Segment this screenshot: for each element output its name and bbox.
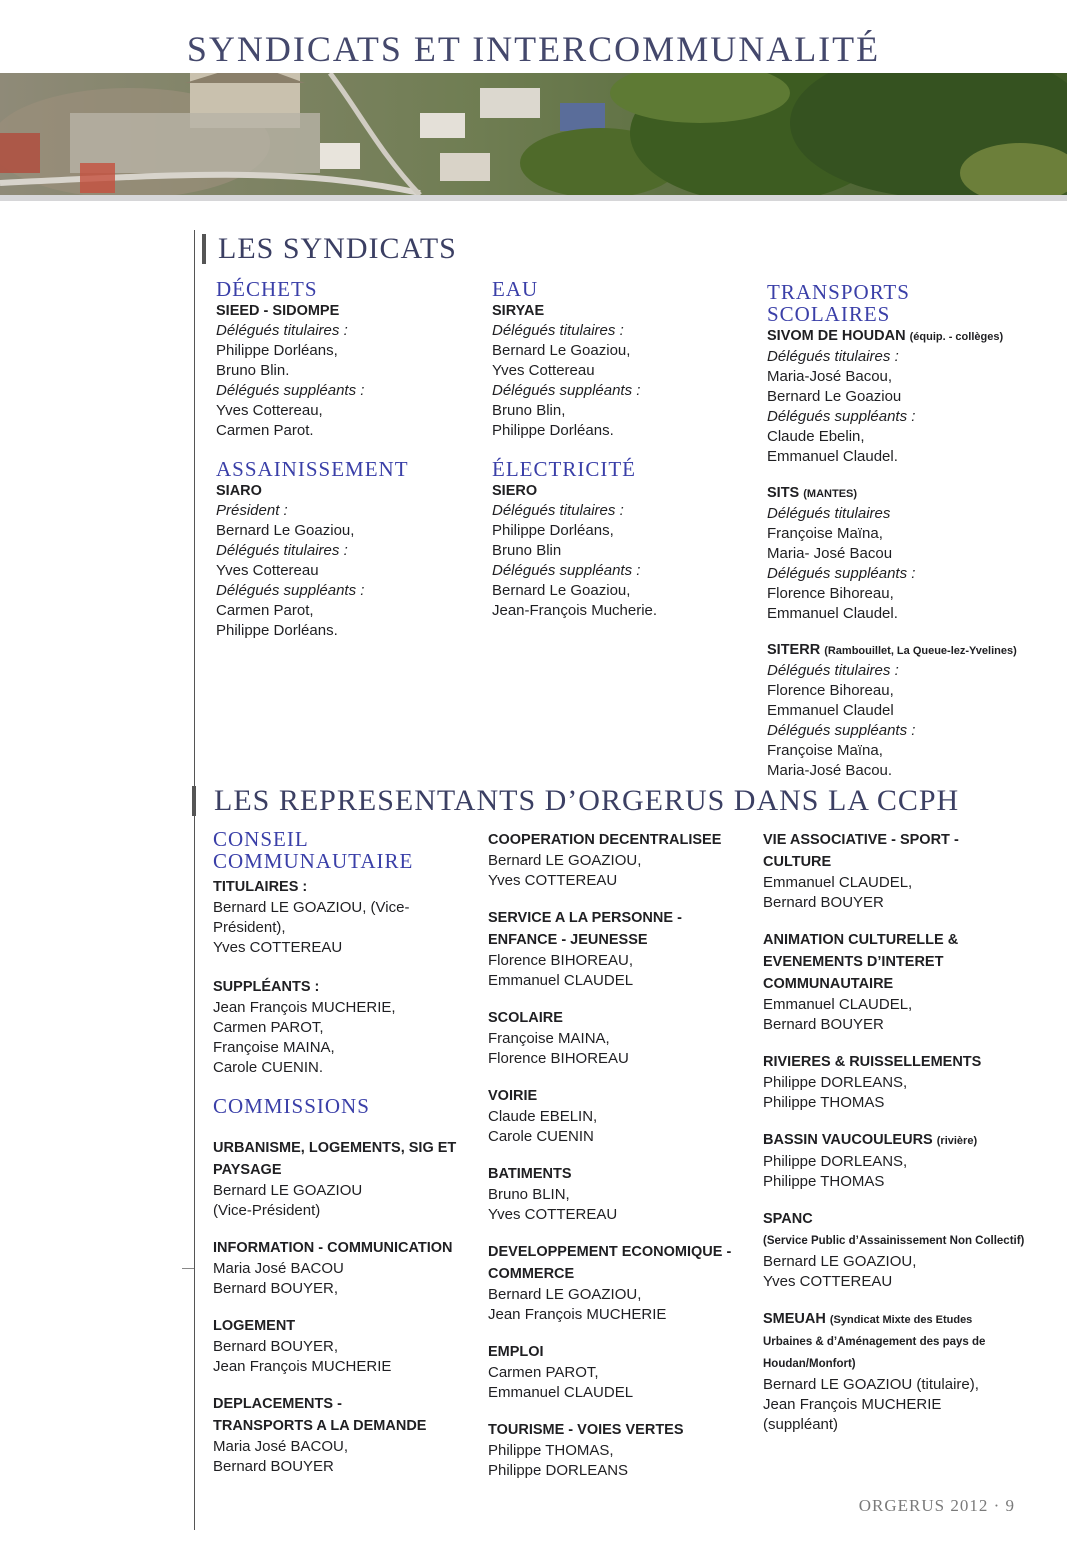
member-name: Bernard LE GOAZIOU,	[488, 852, 642, 869]
commission-title-text: VIE ASSOCIATIVE - SPORT -	[763, 832, 959, 848]
member-name: Jean François MUCHERIE,	[213, 999, 396, 1016]
syndicat-note: (MANTES)	[803, 488, 858, 500]
member-name: Bernard BOUYER,	[213, 1280, 339, 1297]
syndicat-code: SITS	[767, 485, 800, 501]
role-label: Président :	[216, 502, 288, 519]
commission-title	[213, 1415, 468, 1437]
member-name: Jean François MUCHERIE	[488, 1306, 667, 1323]
member-name: Yves COTTEREAU	[763, 1273, 893, 1290]
syndicat-name	[767, 326, 1057, 347]
syndicat-block	[492, 459, 742, 621]
commission-title	[763, 851, 1053, 873]
commission-title	[763, 829, 1053, 851]
member-name: Philippe DORLEANS,	[763, 1074, 908, 1091]
commission-title	[488, 1341, 750, 1363]
commission-note: (rivière)	[936, 1135, 978, 1147]
delegate-name: Philippe Dorléans.	[492, 422, 614, 439]
commission-title-text: COOPERATION DECENTRALISEE	[488, 832, 722, 848]
commission-title-text: COMMUNAUTAIRE	[763, 976, 894, 992]
member-name: Florence BIHOREAU,	[488, 952, 634, 969]
commission-title-text: SPANC	[763, 1211, 813, 1227]
commission-title	[763, 1308, 1053, 1331]
category-line: CONSEIL	[213, 827, 309, 851]
syndicat-name	[767, 483, 1057, 504]
commission-title-text: PAYSAGE	[213, 1162, 282, 1178]
syndicat-code: SIVOM DE HOUDAN	[767, 328, 906, 344]
member-name: Philippe THOMAS	[763, 1094, 885, 1111]
syndicat-note: (équip. - collèges)	[909, 331, 1004, 343]
syndicat-block	[492, 279, 742, 441]
role-label: Délégués suppléants :	[492, 382, 641, 399]
category-heading	[767, 281, 1057, 325]
syndicat-block	[216, 279, 466, 441]
category-line: TRANSPORTS	[767, 280, 910, 304]
commission-title	[488, 1085, 750, 1107]
commission-title	[488, 829, 750, 851]
commission-block	[763, 1129, 1053, 1192]
village-aerial-photo	[0, 73, 1067, 201]
commission-subtitle: Urbaines & d’Aménagement des pays de	[763, 1336, 986, 1348]
commission-block	[213, 1237, 468, 1299]
member-name: Emmanuel CLAUDEL	[488, 1384, 634, 1401]
commissions-heading: COMMISSIONS	[213, 1094, 370, 1118]
syndicat-block	[767, 326, 1057, 467]
syndicats-heading-text: LES SYNDICATS	[218, 232, 457, 265]
member-name: Bernard LE GOAZIOU,	[488, 1286, 642, 1303]
member-name: (Vice-Président)	[213, 1202, 321, 1219]
member-name: Carole CUENIN	[488, 1128, 594, 1145]
delegate-name: Françoise Maïna,	[767, 525, 883, 542]
member-name: Bernard LE GOAZIOU, (Vice-	[213, 899, 410, 916]
syndicats-col-2	[492, 279, 742, 639]
ccph-heading-text: LES REPRESENTANTS D’ORGERUS DANS LA CCPH	[214, 784, 960, 817]
role-label: Délégués titulaires :	[767, 662, 899, 679]
commission-title	[488, 1419, 750, 1441]
commission-title	[488, 1163, 750, 1185]
commission-title	[763, 1208, 1053, 1230]
member-name: Claude EBELIN,	[488, 1108, 598, 1125]
commission-subtitle: Houdan/Monfort)	[763, 1358, 856, 1370]
member-name: Philippe DORLEANS	[488, 1462, 629, 1479]
commission-block	[488, 1341, 750, 1403]
syndicat-name: SIRYAE	[492, 303, 545, 319]
commission-block	[488, 907, 750, 991]
role-label: Délégués titulaires :	[492, 322, 624, 339]
commission-title-text: SCOLAIRE	[488, 1010, 563, 1026]
commission-title	[213, 1393, 468, 1415]
member-name: Yves COTTEREAU	[488, 872, 618, 889]
category-heading: ÉLECTRICITÉ	[492, 457, 636, 481]
commission-title	[213, 1315, 468, 1337]
page-footer: ORGERUS 2012 · 9	[858, 1496, 1015, 1515]
commission-title-text: EVENEMENTS D’INTERET	[763, 954, 944, 970]
margin-tick	[182, 1268, 194, 1269]
delegate-name: Emmanuel Claudel	[767, 702, 894, 719]
syndicats-col-1	[216, 279, 466, 659]
member-name: Philippe THOMAS	[763, 1173, 885, 1190]
role-label: Délégués titulaires :	[767, 348, 899, 365]
delegate-name: Jean-François Mucherie.	[492, 602, 658, 619]
commission-block	[763, 829, 1053, 913]
commission-block	[488, 829, 750, 891]
delegate-name: Yves Cottereau	[492, 362, 595, 379]
member-name: Carmen PAROT,	[488, 1364, 599, 1381]
syndicats-col-3	[767, 281, 1057, 797]
category-line: COMMUNAUTAIRE	[213, 849, 414, 873]
commission-title-text: TRANSPORTS A LA DEMANDE	[213, 1418, 427, 1434]
commission-title	[213, 1237, 468, 1259]
member-name: Emmanuel CLAUDEL,	[763, 996, 913, 1013]
syndicat-name: SIERO	[492, 483, 538, 499]
member-name: Jean François MUCHERIE	[213, 1358, 392, 1375]
titulaires-label: TITULAIRES :	[213, 879, 308, 895]
page-divider-line	[194, 230, 195, 1530]
member-name: Bernard LE GOAZIOU (titulaire),	[763, 1376, 979, 1393]
commission-title	[488, 1263, 750, 1285]
commission-block	[213, 1315, 468, 1377]
member-name: Françoise MAINA,	[213, 1039, 335, 1056]
delegate-name: Florence Bihoreau,	[767, 585, 894, 602]
commission-title-text: BATIMENTS	[488, 1166, 572, 1182]
commission-title	[763, 1129, 1053, 1152]
commission-title-text: SMEUAH	[763, 1311, 826, 1327]
role-label: Délégués suppléants :	[767, 565, 916, 582]
commission-title	[488, 1007, 750, 1029]
titulaires-block	[213, 876, 468, 958]
member-name: Philippe DORLEANS,	[763, 1153, 908, 1170]
delegate-name: Maria-José Bacou.	[767, 762, 893, 779]
member-name: Françoise MAINA,	[488, 1030, 610, 1047]
commission-title-text: ENFANCE - JEUNESSE	[488, 932, 648, 948]
member-name: (suppléant)	[763, 1416, 839, 1433]
member-name: Florence BIHOREAU	[488, 1050, 629, 1067]
member-name: Président),	[213, 919, 286, 936]
commission-block	[488, 1419, 750, 1481]
commission-title	[763, 951, 1053, 973]
commission-title-text: URBANISME, LOGEMENTS, SIG ET	[213, 1140, 457, 1156]
member-name: Bernard BOUYER	[763, 894, 884, 911]
delegate-name: Carmen Parot.	[216, 422, 314, 439]
delegate-name: Bruno Blin,	[492, 402, 566, 419]
member-name: Philippe THOMAS,	[488, 1442, 614, 1459]
commission-title	[763, 973, 1053, 995]
page-title: SYNDICATS ET INTERCOMMUNALITÉ	[186, 29, 881, 69]
role-label: Délégués titulaires :	[492, 502, 624, 519]
syndicat-code: SITERR	[767, 642, 821, 658]
member-name: Maria José BACOU	[213, 1260, 344, 1277]
commission-title-text: COMMERCE	[488, 1266, 575, 1282]
commission-title	[488, 907, 750, 929]
syndicat-block	[767, 483, 1057, 624]
syndicat-name: SIARO	[216, 483, 262, 499]
commission-title-text: ANIMATION CULTURELLE &	[763, 932, 959, 948]
category-heading: ASSAINISSEMENT	[216, 457, 409, 481]
commission-title-text: SERVICE A LA PERSONNE -	[488, 910, 682, 926]
member-name: Bruno BLIN,	[488, 1186, 570, 1203]
member-name: Bernard BOUYER,	[213, 1338, 339, 1355]
member-name: Bernard BOUYER	[763, 1016, 884, 1033]
heading-bar	[192, 786, 196, 816]
role-label: Délégués suppléants :	[767, 408, 916, 425]
commission-title-text: INFORMATION - COMMUNICATION	[213, 1240, 453, 1256]
role-label: Délégués titulaires :	[216, 542, 348, 559]
commission-block	[213, 1137, 468, 1221]
commission-title-text: EMPLOI	[488, 1344, 544, 1360]
category-line: SCOLAIRES	[767, 302, 891, 326]
delegate-name: Philippe Dorléans.	[216, 622, 338, 639]
delegate-name: Bernard Le Goaziou,	[492, 582, 631, 599]
commission-title-text: BASSIN VAUCOULEURS	[763, 1132, 933, 1148]
member-name: Carmen PAROT,	[213, 1019, 324, 1036]
delegate-name: Emmanuel Claudel.	[767, 605, 898, 622]
member-name: Emmanuel CLAUDEL	[488, 972, 634, 989]
member-name: Bernard BOUYER	[213, 1458, 334, 1475]
delegate-name: Emmanuel Claudel.	[767, 448, 898, 465]
delegate-name: Bernard Le Goaziou	[767, 388, 902, 405]
commission-title-text: DEVELOPPEMENT ECONOMIQUE -	[488, 1244, 732, 1260]
syndicat-block	[767, 640, 1057, 781]
commission-block	[488, 1085, 750, 1147]
delegate-name: Philippe Dorléans,	[216, 342, 338, 359]
conseil-heading	[213, 828, 468, 872]
commission-title-text: LOGEMENT	[213, 1318, 296, 1334]
role-label: Délégués titulaires :	[216, 322, 348, 339]
delegate-name: Maria-José Bacou,	[767, 368, 893, 385]
syndicat-block	[216, 459, 466, 641]
syndicat-name	[767, 640, 1057, 661]
commission-title-text: TOURISME - VOIES VERTES	[488, 1422, 684, 1438]
delegate-name: Claude Ebelin,	[767, 428, 865, 445]
commission-title-text: DEPLACEMENTS -	[213, 1396, 342, 1412]
commission-title	[488, 929, 750, 951]
member-name: Maria José BACOU,	[213, 1438, 349, 1455]
commission-title	[213, 1159, 468, 1181]
commission-title	[488, 1241, 750, 1263]
delegate-name: Bruno Blin.	[216, 362, 290, 379]
commission-note: (Syndicat Mixte des Etudes	[829, 1314, 973, 1326]
member-name: Carole CUENIN.	[213, 1059, 324, 1076]
commission-block	[488, 1241, 750, 1325]
delegate-name: Philippe Dorléans,	[492, 522, 614, 539]
commission-title	[763, 1051, 1053, 1073]
role-label: Délégués suppléants :	[767, 722, 916, 739]
delegate-name: Françoise Maïna,	[767, 742, 883, 759]
role-label: Délégués titulaires	[767, 505, 891, 522]
ccph-col-2	[488, 829, 750, 1497]
syndicats-heading	[218, 232, 457, 266]
commission-block	[763, 1208, 1053, 1292]
commission-title	[763, 929, 1053, 951]
heading-bar	[202, 234, 206, 264]
commission-block	[213, 1393, 468, 1477]
member-name: Yves COTTEREAU	[213, 939, 343, 956]
syndicat-name: SIEED - SIDOMPE	[216, 303, 340, 319]
member-name: Bernard LE GOAZIOU,	[763, 1253, 917, 1270]
commission-block	[763, 929, 1053, 1035]
commission-block	[763, 1308, 1053, 1435]
commission-title-text: VOIRIE	[488, 1088, 538, 1104]
member-name: Emmanuel CLAUDEL,	[763, 874, 913, 891]
delegate-name: Maria- José Bacou	[767, 545, 893, 562]
ccph-col-1	[213, 828, 468, 1493]
role-label: Délégués suppléants :	[216, 582, 365, 599]
delegate-name: Bernard Le Goaziou,	[216, 522, 355, 539]
role-label: Délégués suppléants :	[216, 382, 365, 399]
delegate-name: Carmen Parot,	[216, 602, 314, 619]
suppleants-label: SUPPLÉANTS :	[213, 979, 320, 995]
delegate-name: Bruno Blin	[492, 542, 562, 559]
delegate-name: Florence Bihoreau,	[767, 682, 894, 699]
commission-title	[213, 1137, 468, 1159]
role-label: Délégués suppléants :	[492, 562, 641, 579]
ccph-heading	[214, 784, 959, 818]
commission-title-text: RIVIERES & RUISSELLEMENTS	[763, 1054, 982, 1070]
member-name: Bernard LE GOAZIOU	[213, 1182, 363, 1199]
category-heading: EAU	[492, 277, 539, 301]
commission-block	[488, 1163, 750, 1225]
delegate-name: Yves Cottereau,	[216, 402, 323, 419]
category-heading: DÉCHETS	[216, 277, 318, 301]
delegate-name: Bernard Le Goaziou,	[492, 342, 631, 359]
commission-block	[763, 1051, 1053, 1113]
commission-block	[488, 1007, 750, 1069]
suppleants-block	[213, 976, 468, 1078]
delegate-name: Yves Cottereau	[216, 562, 319, 579]
syndicat-note: (Rambouillet, La Queue-lez-Yvelines)	[824, 645, 1017, 657]
commission-subtitle: (Service Public d’Assainissement Non Collectif)	[763, 1235, 1025, 1247]
member-name: Yves COTTEREAU	[488, 1206, 618, 1223]
commission-title-text: CULTURE	[763, 854, 832, 870]
ccph-col-3	[763, 829, 1053, 1451]
member-name: Jean François MUCHERIE	[763, 1396, 942, 1413]
